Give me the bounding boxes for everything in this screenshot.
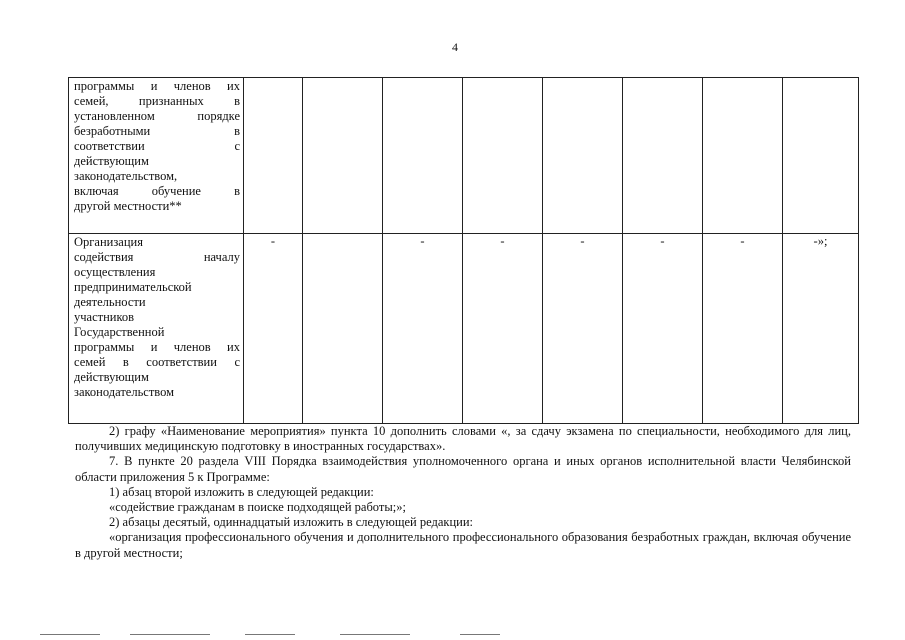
- paragraph: 1) абзац второй изложить в следующей редакции:: [109, 484, 374, 499]
- table-row: [69, 78, 859, 234]
- measure-name-line: действующим: [74, 370, 149, 384]
- table-cell: [244, 78, 303, 234]
- measure-name-line: семей, признанных в: [74, 94, 240, 108]
- table-cell: -»;: [783, 234, 859, 424]
- scan-artifact-line: [40, 634, 860, 636]
- table-cell: -: [703, 234, 783, 424]
- paragraph: 2) абзацы десятый, одиннадцатый изложить в следующей редакции:: [109, 515, 473, 530]
- measure-name-line: семей в соответствии с: [74, 355, 240, 369]
- measure-name-line: предпринимательской: [74, 280, 192, 294]
- measure-name-line: действующим: [74, 154, 149, 168]
- table-cell: -: [623, 234, 703, 424]
- measure-name-line: участников: [74, 310, 135, 324]
- measure-name-line: безработными в: [74, 124, 240, 138]
- measure-name-line: соответствии с: [74, 139, 240, 153]
- measure-name-line: законодательством,: [74, 169, 178, 183]
- measure-name-line: программы и членов их: [74, 79, 240, 93]
- table-cell: [303, 78, 383, 234]
- measure-name-cell: [69, 78, 244, 234]
- measure-name-line: другой местности**: [74, 199, 182, 213]
- measure-name-line: установленном порядке: [74, 109, 240, 123]
- paragraph: «организация профессионального обучения и дополнительного профессионального образования безработных граждан, включая обучение в другой местности;: [75, 530, 851, 560]
- table-cell: [463, 78, 543, 234]
- paragraph: 2) графу «Наименование мероприятия» пункта 10 дополнить словами «, за сдачу экзамена по специальности, необходимого для лиц, получивших медицинскую подготовку в иностранных государствах».: [75, 424, 851, 454]
- table-cell: [543, 78, 623, 234]
- table-cell: [703, 78, 783, 234]
- measure-name-line: Государственной: [74, 325, 165, 339]
- measure-name-line: осуществления: [74, 265, 156, 279]
- page-number: 4: [452, 40, 458, 54]
- table-cell: -: [543, 234, 623, 424]
- measure-name-line: программы и членов их: [74, 340, 240, 354]
- measure-name-line: Организация: [74, 235, 143, 249]
- table-cell: [783, 78, 859, 234]
- measure-name-line: деятельности: [74, 295, 146, 309]
- measure-name-line: содействия началу: [74, 250, 240, 264]
- table-cell: -: [383, 234, 463, 424]
- table-cell: -: [244, 234, 303, 424]
- table-cell: [303, 234, 383, 424]
- amendment-text: [75, 424, 851, 561]
- measure-name-cell: [69, 234, 244, 424]
- table-cell: [383, 78, 463, 234]
- paragraph: 7. В пункте 20 раздела VIII Порядка взаимодействия уполномоченного органа и иных органов исполнительной власти Челябинской области приложения 5 к Программе:: [75, 454, 851, 484]
- table-row: [69, 234, 859, 424]
- measure-name-line: включая обучение в: [74, 184, 240, 198]
- measure-name-line: законодательством: [74, 385, 175, 399]
- paragraph: «содействие гражданам в поиске подходящей работы;»;: [109, 500, 406, 515]
- table-cell: -: [463, 234, 543, 424]
- program-table: [68, 77, 859, 424]
- table-cell: [623, 78, 703, 234]
